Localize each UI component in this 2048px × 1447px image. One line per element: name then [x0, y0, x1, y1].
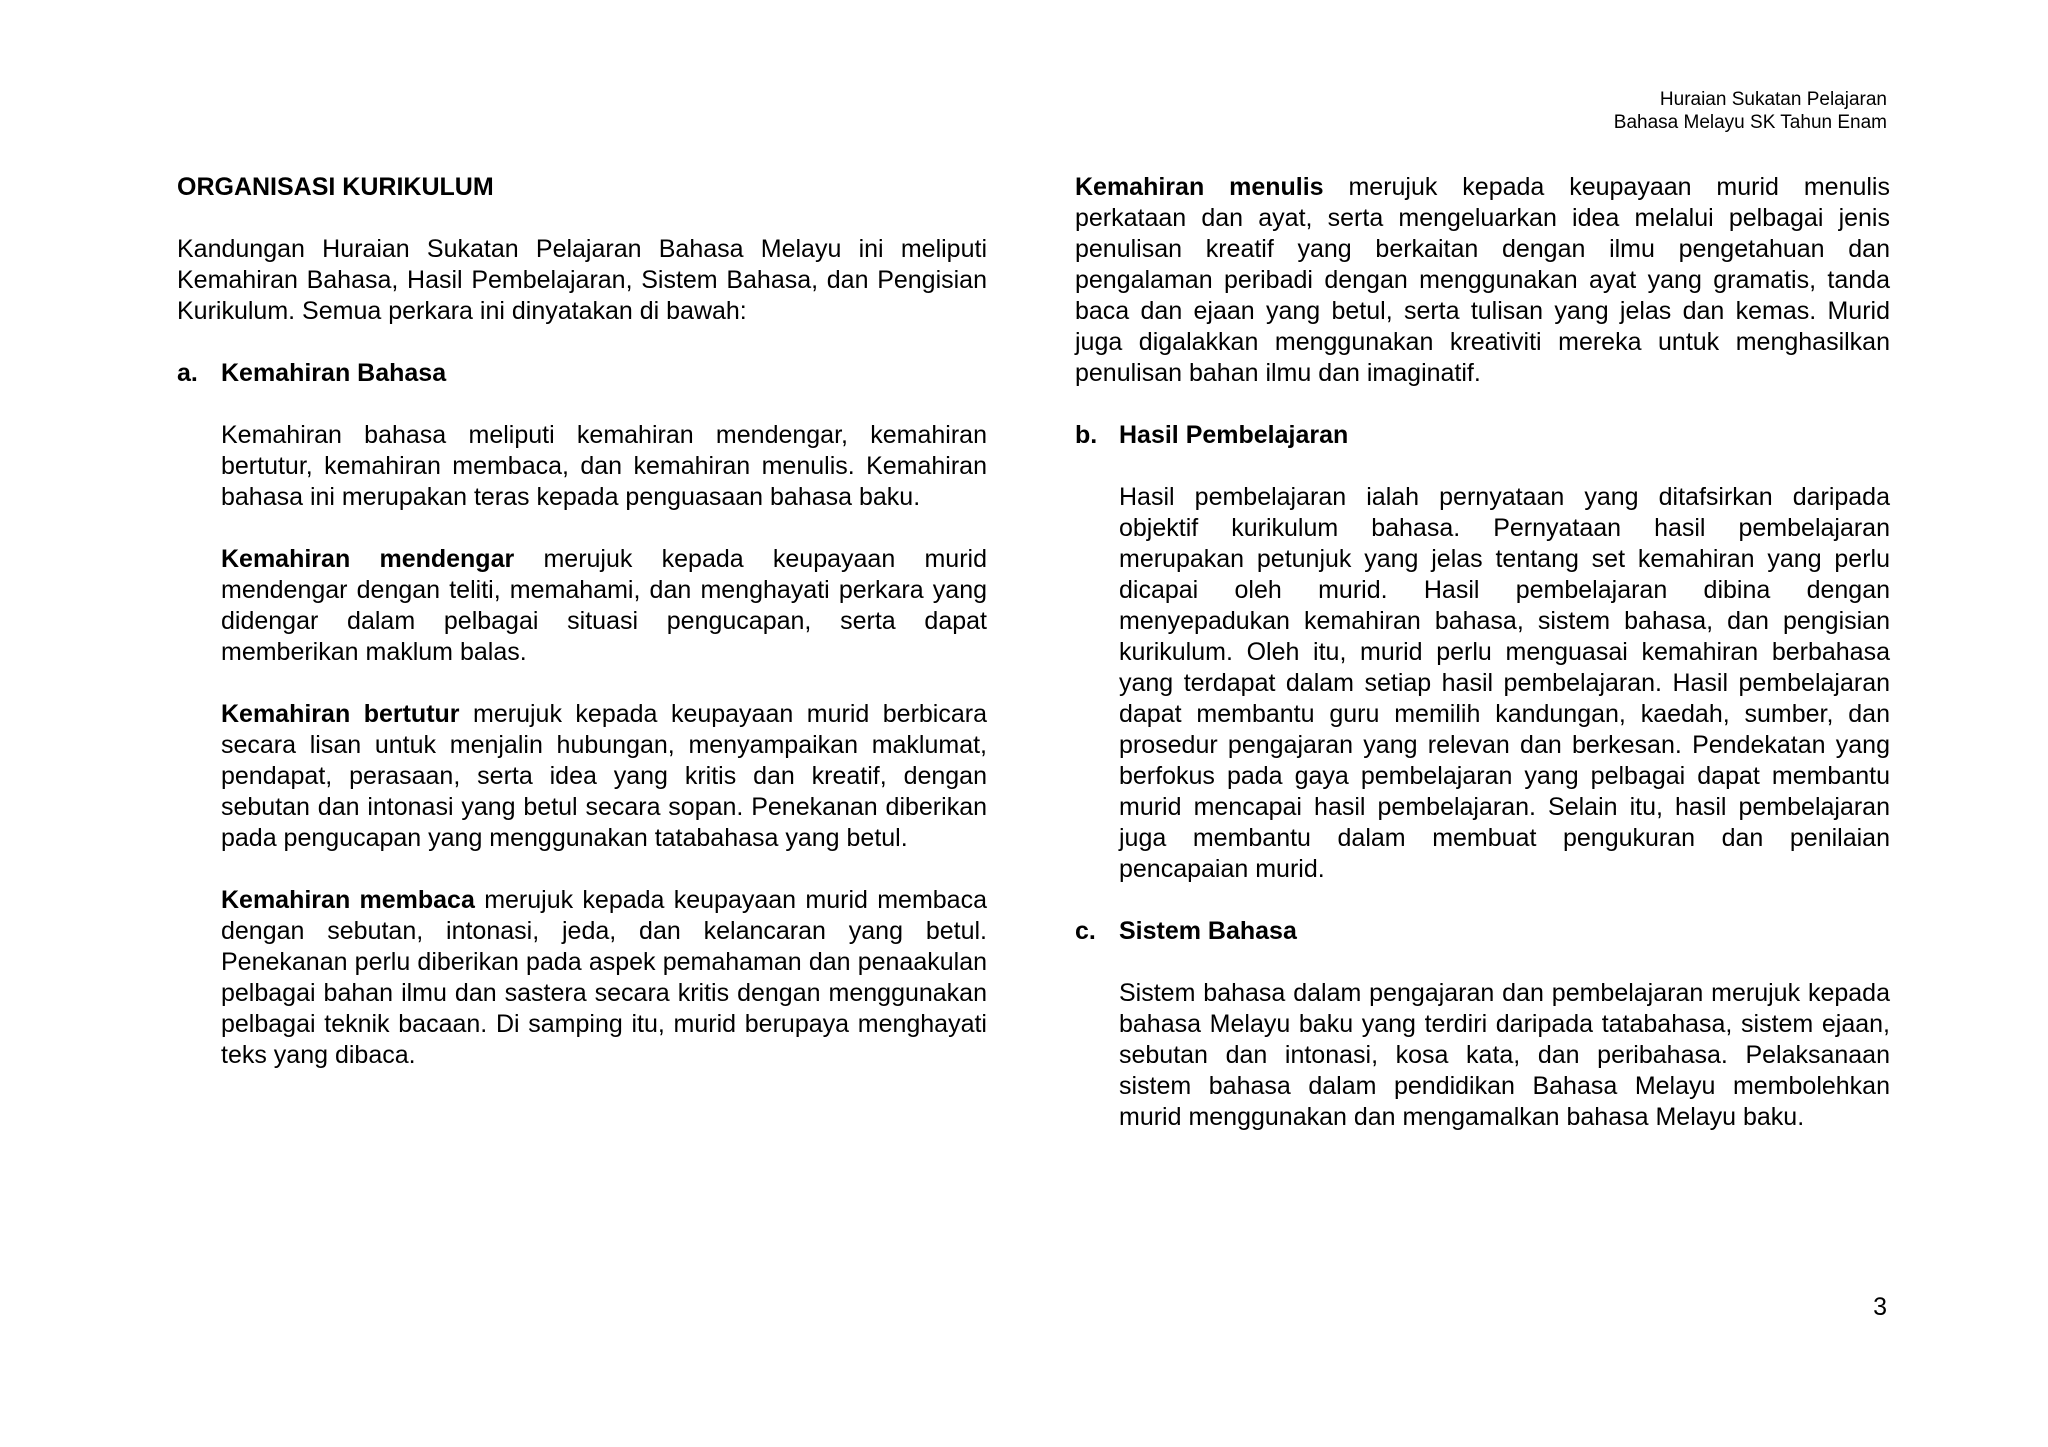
section-heading-b: [1075, 420, 1890, 451]
bertutur-paragraph: [221, 699, 987, 854]
section-letter: a.: [177, 359, 198, 387]
term-menulis: Kemahiran menulis: [1075, 173, 1324, 201]
term-membaca: Kemahiran membaca: [221, 886, 475, 914]
page-title: ORGANISASI KURIKULUM: [177, 173, 494, 201]
header-line-1: Huraian Sukatan Pelajaran: [1659, 89, 1887, 110]
section-heading-c: [1075, 916, 1890, 947]
menulis-paragraph: [1075, 172, 1890, 389]
intro-paragraph: Kandungan Huraian Sukatan Pelajaran Bahasa Melayu ini meliputi Kemahiran Bahasa, Hasil Pembelajaran, Sistem Bahasa, dan Pengisian Kurikulum. Semua perkara ini dinyatakan di bawah:: [177, 235, 987, 325]
header-line-2: Bahasa Melayu SK Tahun Enam: [1613, 112, 1887, 133]
section-title: Kemahiran Bahasa: [221, 359, 447, 387]
left-column: [177, 172, 987, 1102]
sistem-bahasa-paragraph: Sistem bahasa dalam pengajaran dan pembelajaran merujuk kepada bahasa Melayu baku yang terdiri daripada tatabahasa, sistem ejaan, sebutan dan intonasi, kosa kata, dan peribahasa. Pelaksanaan sistem bahasa dalam pendidikan Bahasa Melayu membolehkan murid menggunakan dan mengamalkan bahasa Melayu baku.: [1119, 979, 1890, 1131]
term-bertutur: Kemahiran bertutur: [221, 700, 460, 728]
menulis-text: merujuk kepada keupayaan murid menulis perkataan dan ayat, serta mengeluarkan idea melalui pelbagai jenis penulisan kreatif yang berkaitan dengan ilmu pengetahuan dan pengalaman peribadi dengan menggunakan ayat yang gramatis, tanda baca dan ejaan yang betul, serta tulisan yang jelas dan kemas. Murid juga digalakkan menggunakan kreativiti mereka untuk menghasilkan penulisan bahan ilmu dan imaginatif.: [1075, 173, 1890, 387]
running-header: [1287, 88, 1887, 134]
membaca-text: merujuk kepada keupayaan murid membaca dengan sebutan, intonasi, jeda, dan kelancaran yang betul. Penekanan perlu diberikan pada aspek pemahaman dan penaakulan pelbagai bahan ilmu dan sastera secara kritis dengan menggunakan pelbagai teknik bacaan. Di samping itu, murid berupaya menghayati teks yang dibaca.: [221, 886, 987, 1069]
bertutur-text: merujuk kepada keupayaan murid berbicara secara lisan untuk menjalin hubungan, menyampaikan maklumat, pendapat, perasaan, serta idea yang kritis dan kreatif, dengan sebutan dan intonasi yang betul secara sopan. Penekanan diberikan pada pengucapan yang menggunakan tatabahasa yang betul.: [221, 700, 987, 852]
section-letter: b.: [1075, 421, 1098, 449]
mendengar-paragraph: [221, 544, 987, 668]
section-letter: c.: [1075, 917, 1096, 945]
hasil-pembelajaran-paragraph: Hasil pembelajaran ialah pernyataan yang ditafsirkan daripada objektif kurikulum bahasa. Pernyataan hasil pembelajaran merupakan petunjuk yang jelas tentang set kemahiran yang perlu dicapai oleh murid. Hasil pembelajaran dibina dengan menyepadukan kemahiran bahasa, sistem bahasa, dan pengisian kurikulum. Oleh itu, murid perlu menguasai kemahiran berbahasa yang terdapat dalam setiap hasil pembelajaran. Hasil pembelajaran dapat membantu guru memilih kandungan, kaedah, sumber, dan prosedur pengajaran yang relevan dan berkesan. Pendekatan yang berfokus pada gaya pembelajaran yang pelbagai dapat membantu murid mencapai hasil pembelajaran. Selain itu, hasil pembelajaran juga membantu dalam membuat pengukuran dan penilaian pencapaian murid.: [1119, 483, 1890, 883]
page-number: 3: [1873, 1293, 1887, 1321]
membaca-paragraph: [221, 885, 987, 1071]
mendengar-text: merujuk kepada keupayaan murid mendengar dengan teliti, memahami, dan menghayati perkara yang didengar dalam pelbagai situasi pengucapan, serta dapat memberikan maklum balas.: [221, 545, 987, 666]
section-heading-a: [177, 358, 987, 389]
kemahiran-bahasa-paragraph: Kemahiran bahasa meliputi kemahiran mendengar, kemahiran bertutur, kemahiran membaca, dan kemahiran menulis. Kemahiran bahasa ini merupakan teras kepada penguasaan bahasa baku.: [221, 421, 987, 511]
term-mendengar: Kemahiran mendengar: [221, 545, 515, 573]
section-title: Sistem Bahasa: [1119, 917, 1297, 945]
section-title: Hasil Pembelajaran: [1119, 421, 1349, 449]
right-column: [1075, 172, 1890, 1164]
